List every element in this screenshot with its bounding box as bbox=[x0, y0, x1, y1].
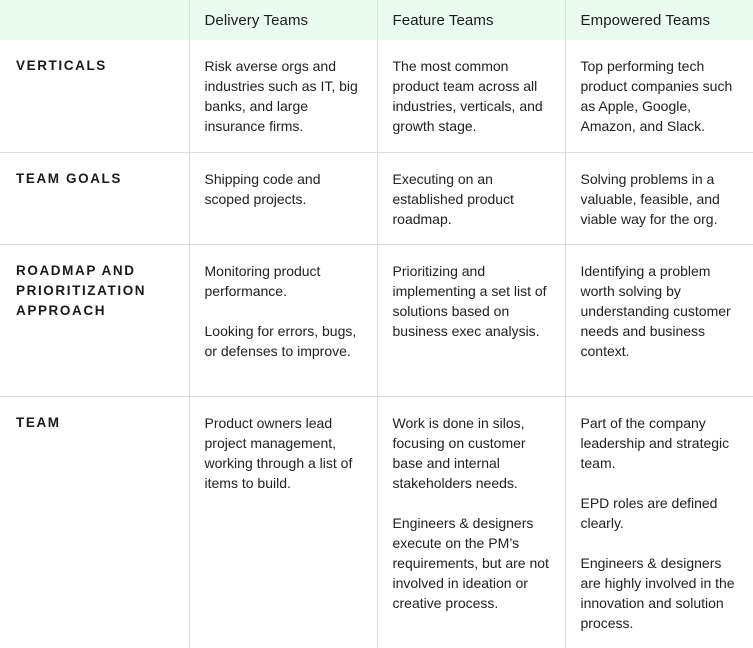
header-row bbox=[0, 0, 753, 40]
cell-text: Solving problems in a valuable, feasible, and viable way for the org. bbox=[580, 170, 720, 227]
header-corner-cell bbox=[0, 0, 189, 40]
row-team bbox=[0, 396, 753, 648]
cell-roadmap-delivery bbox=[189, 244, 377, 396]
cell-roadmap-empowered bbox=[565, 244, 753, 396]
cell-team-goals-feature bbox=[377, 152, 565, 244]
cell-text: Prioritizing and implementing a set list of solutions based on business exec analysis. bbox=[392, 262, 547, 339]
cell-roadmap-feature bbox=[377, 244, 565, 396]
cell-text: Looking for errors, bugs, or defenses to improve. bbox=[204, 322, 357, 359]
cell-verticals-empowered bbox=[565, 40, 753, 152]
cell-verticals-feature bbox=[377, 40, 565, 152]
column-header-delivery-teams: Delivery Teams bbox=[189, 0, 377, 40]
cell-text: Part of the company leadership and strategic team. bbox=[580, 414, 730, 471]
cell-team-goals-empowered bbox=[565, 152, 753, 244]
cell-text: EPD roles are defined clearly. bbox=[580, 494, 718, 531]
row-label-verticals: VERTICALS bbox=[16, 58, 107, 73]
cell-team-delivery bbox=[189, 396, 377, 648]
cell-text: The most common product team across all industries, verticals, and growth stage. bbox=[392, 58, 543, 134]
cell-team-feature bbox=[377, 396, 565, 648]
column-header-empowered-teams: Empowered Teams bbox=[565, 0, 753, 40]
row-team-goals bbox=[0, 152, 753, 244]
cell-text: Identifying a problem worth solving by understanding customer needs and business context. bbox=[580, 262, 731, 359]
cell-text: Risk averse orgs and industries such as IT, big banks, and large insurance firms. bbox=[204, 58, 358, 134]
column-header-feature-teams: Feature Teams bbox=[377, 0, 565, 40]
row-label-team-goals: TEAM GOALS bbox=[0, 152, 189, 244]
cell-verticals-delivery bbox=[189, 40, 377, 152]
row-label-team: TEAM bbox=[0, 396, 189, 648]
cell-text: Monitoring product performance. bbox=[204, 262, 321, 299]
cell-text: Engineers & designers execute on the PM’s requirements, but are not involved in ideation or creative process. bbox=[392, 514, 549, 611]
row-label-roadmap-prioritization: ROADMAP AND PRIORITIZATION APPROACH bbox=[0, 244, 189, 396]
row-roadmap-prioritization bbox=[0, 244, 753, 396]
cell-team-empowered bbox=[565, 396, 753, 648]
row-verticals bbox=[0, 40, 753, 152]
cell-text: Top performing tech product companies such as Apple, Google, Amazon, and Slack. bbox=[580, 58, 733, 134]
cell-text: Product owners lead project management, working through a list of items to build. bbox=[204, 414, 353, 491]
cell-team-goals-delivery bbox=[189, 152, 377, 244]
cell-text: Work is done in silos, focusing on customer base and internal stakeholders needs. bbox=[392, 414, 526, 491]
cell-text: Shipping code and scoped projects. bbox=[204, 170, 321, 207]
cell-text: Executing on an established product roadmap. bbox=[392, 170, 514, 227]
cell-text: Engineers & designers are highly involved in the innovation and solution process. bbox=[580, 554, 735, 631]
